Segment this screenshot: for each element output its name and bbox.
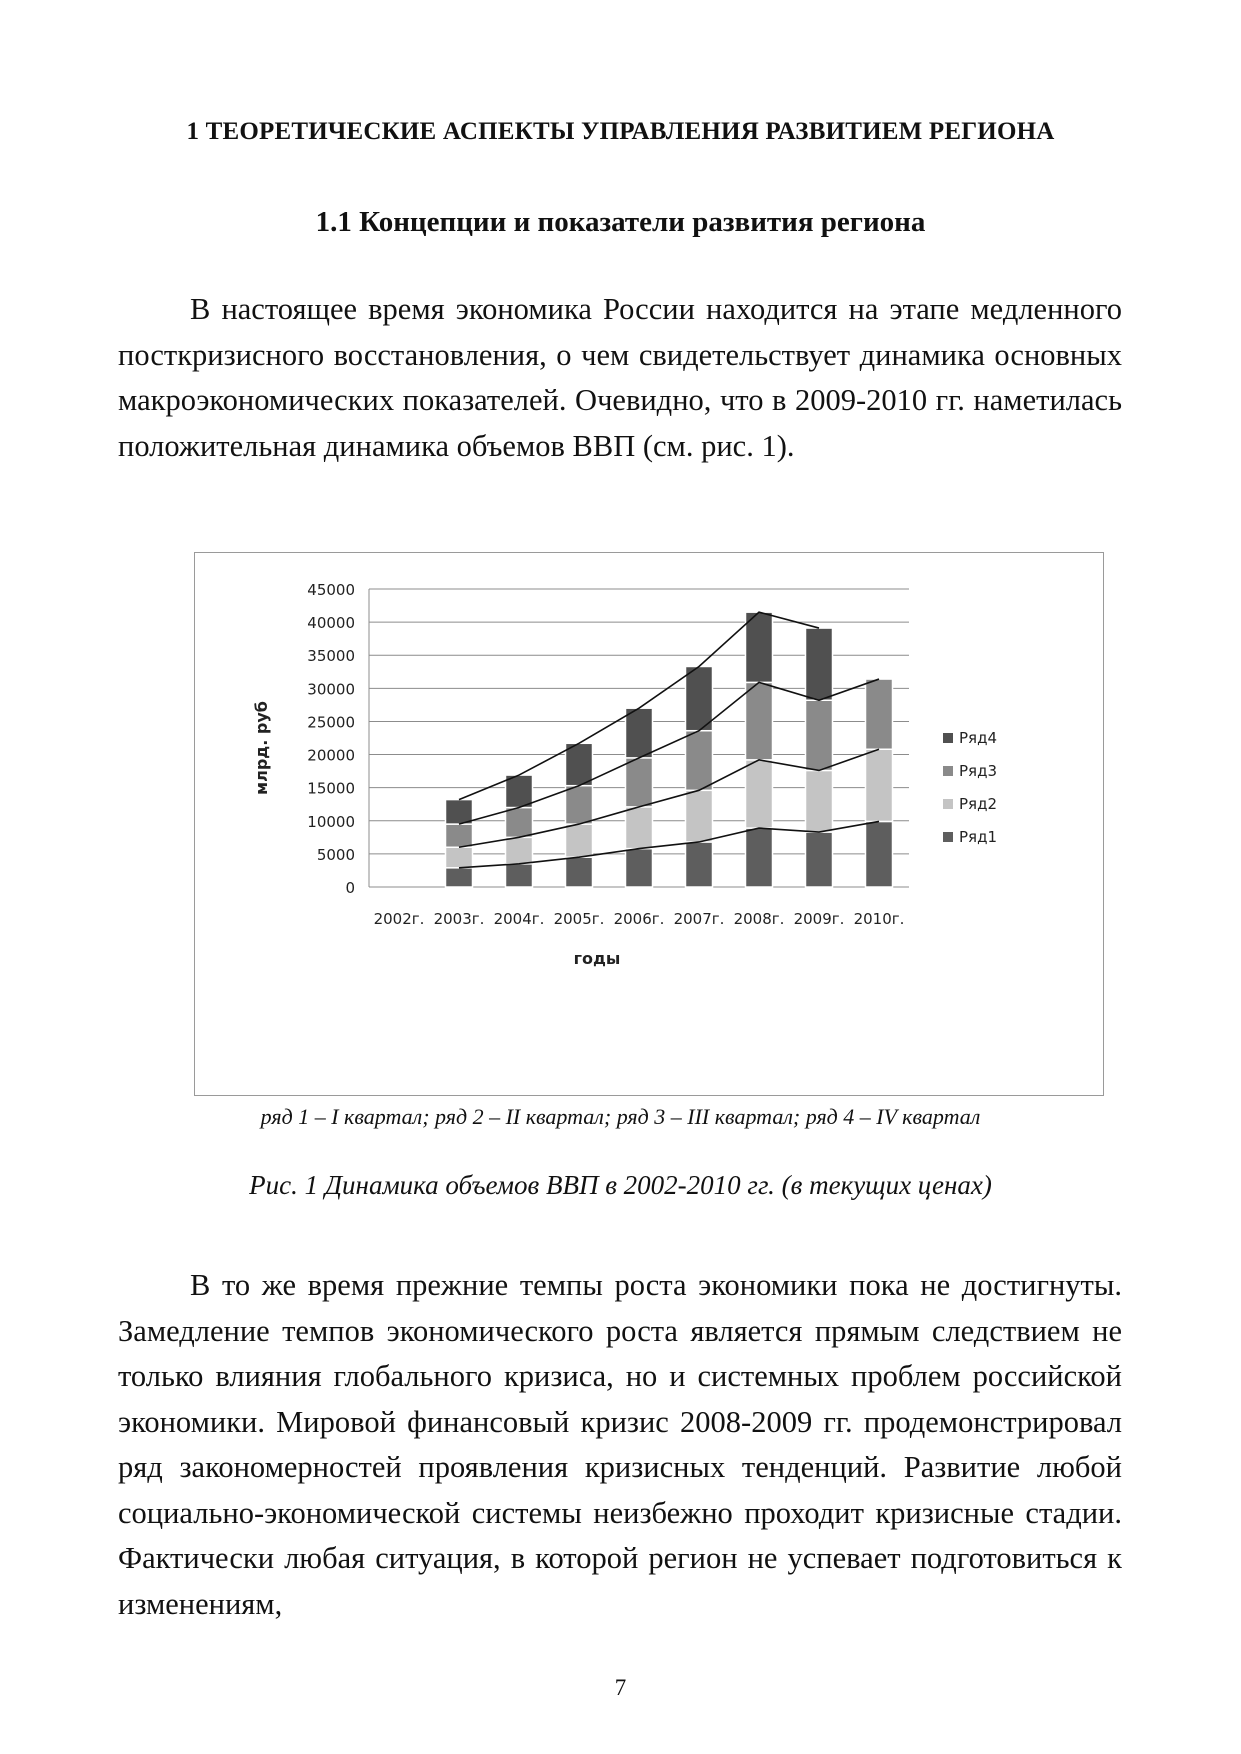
bar-segment <box>866 679 893 749</box>
bar-segment <box>506 775 533 807</box>
y-tick-label: 5000 <box>316 845 355 864</box>
y-tick-label: 15000 <box>307 779 355 798</box>
y-tick-label: 30000 <box>307 680 355 699</box>
paragraph-1-text: В настоящее время экономика России находится на этапе медленного посткризисного восстановления, о чем свидетельствует динамика основных макроэкономических показателей. Очевидно, что в 2009-2010 гг. наметилась положительная динамика объемов ВВП (см. рис. 1). <box>118 292 1122 463</box>
bar-segment <box>686 731 713 791</box>
legend-label: Ряд4 <box>959 729 997 747</box>
page-number: 7 <box>614 1675 627 1700</box>
bar-segment <box>566 857 593 887</box>
y-tick-label: 10000 <box>307 812 355 831</box>
paragraph-2-text: В то же время прежние темпы роста экономики пока не достигнуты. Замедление темпов экономического роста является прямым следствием не только влияния глобального кризиса, но и системных проблем российской экономики. Мировой финансовый кризис 2008-2009 гг. продемонстрировал ряд закономерностей проявления кризисных тенденций. Развитие любой социально-экономической системы неизбежно проходит кризисные стадии. Фактически любая ситуация, в которой регион не успевает подготовиться к изменениям, <box>118 1268 1122 1621</box>
chapter-heading: 1 ТЕОРЕТИЧЕСКИЕ АСПЕКТЫ УПРАВЛЕНИЯ РАЗВИТИЕМ РЕГИОНА <box>186 118 1055 145</box>
y-tick-label: 35000 <box>307 647 355 666</box>
bar-segment <box>686 666 713 730</box>
bar-segment <box>566 824 593 857</box>
bar-segment <box>746 612 773 682</box>
bar-segment <box>806 700 833 770</box>
x-tick-label: 2006г. <box>613 910 665 928</box>
bar-segment <box>626 708 653 758</box>
bar-segment <box>746 682 773 759</box>
gdp-chart <box>195 553 1103 1095</box>
x-tick-label: 2009г. <box>793 910 845 928</box>
bar-segment <box>566 743 593 785</box>
bar-segment <box>566 786 593 824</box>
chart-frame <box>194 552 1104 1096</box>
x-tick-label: 2007г. <box>673 910 725 928</box>
legend-swatch <box>943 733 953 743</box>
bar-segment <box>746 828 773 887</box>
paragraph-1 <box>118 287 1122 469</box>
bar-segment <box>686 842 713 887</box>
bar-segment <box>446 824 473 847</box>
bar-segment <box>806 832 833 887</box>
x-tick-label: 2004г. <box>493 910 545 928</box>
bar-segment <box>446 847 473 868</box>
bar-segment <box>446 800 473 825</box>
legend-swatch <box>943 832 953 842</box>
x-tick-label: 2010г. <box>853 910 905 928</box>
figure-caption: Рис. 1 Динамика объемов ВВП в 2002-2010 гг. (в текущих ценах) <box>249 1170 992 1200</box>
bar-segment <box>506 864 533 887</box>
legend-label: Ряд2 <box>959 795 997 813</box>
y-tick-label: 40000 <box>307 614 355 633</box>
bar-segment <box>626 758 653 807</box>
section-heading: 1.1 Концепции и показатели развития региона <box>315 206 926 238</box>
x-tick-label: 2008г. <box>733 910 785 928</box>
bar-segment <box>446 868 473 887</box>
bar-segment <box>866 749 893 821</box>
bar-segment <box>506 808 533 838</box>
y-tick-label: 45000 <box>307 581 355 599</box>
bar-segment <box>746 760 773 828</box>
legend-label: Ряд1 <box>959 828 997 846</box>
x-tick-label: 2002г. <box>373 910 425 928</box>
y-tick-label: 20000 <box>307 746 355 765</box>
y-tick-label: 0 <box>345 879 355 897</box>
y-axis-label: млрд. руб <box>252 701 271 795</box>
x-axis-label: годы <box>573 949 621 968</box>
bar-segment <box>866 821 893 887</box>
bar-segment <box>626 807 653 849</box>
bar-segment <box>806 770 833 832</box>
y-tick-label: 25000 <box>307 713 355 732</box>
x-tick-label: 2003г. <box>433 910 485 928</box>
legend-label: Ряд3 <box>959 762 997 780</box>
bar-segment <box>686 790 713 842</box>
bar-segment <box>626 849 653 887</box>
chart-series-note: ряд 1 – I квартал; ряд 2 – II квартал; ряд 3 – III квартал; ряд 4 – IV квартал <box>260 1104 981 1129</box>
bar-segment <box>506 837 533 863</box>
x-tick-label: 2005г. <box>553 910 605 928</box>
legend-swatch <box>943 799 953 809</box>
paragraph-2 <box>118 1263 1122 1627</box>
bar-segment <box>806 628 833 700</box>
legend-swatch <box>943 766 953 776</box>
